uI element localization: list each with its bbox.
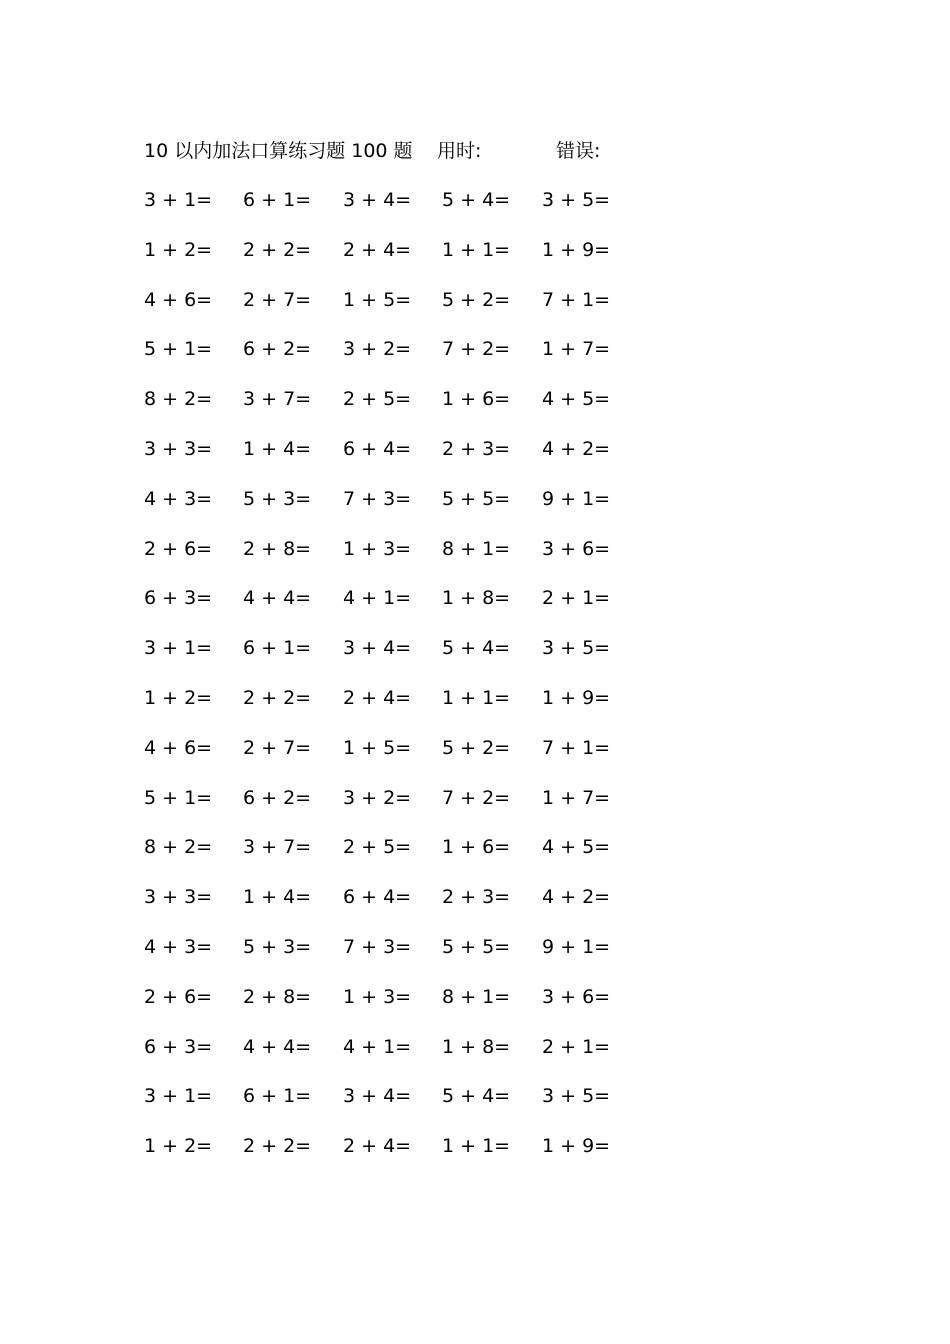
problem-item: 5 + 4=: [442, 637, 511, 660]
problem-item: 3 + 2=: [343, 338, 412, 361]
problem-grid: [144, 185, 644, 1181]
problem-row: [144, 484, 644, 534]
problem-item: 6 + 4=: [343, 437, 412, 460]
problem-item: 3 + 4=: [343, 189, 412, 211]
problem-item: 5 + 1=: [144, 338, 213, 361]
problem-item: 4 + 6=: [144, 736, 213, 759]
problem-item: 1 + 2=: [144, 686, 213, 709]
problem-item: 3 + 3=: [144, 437, 213, 460]
problem-item: 4 + 2=: [542, 886, 611, 909]
problem-item: 1 + 5=: [343, 288, 412, 311]
problem-item: 2 + 6=: [144, 537, 213, 560]
problem-item: 2 + 8=: [243, 985, 312, 1008]
problem-row: [144, 733, 644, 783]
problem-row: [144, 1032, 644, 1082]
problem-item: 2 + 8=: [243, 537, 312, 560]
problem-item: 2 + 4=: [343, 238, 412, 261]
problem-row: [144, 1131, 644, 1181]
problem-item: 5 + 5=: [442, 935, 511, 958]
problem-item: 8 + 2=: [144, 388, 213, 411]
problem-item: 6 + 2=: [243, 338, 312, 361]
errors-label: 错误:: [556, 140, 601, 162]
problem-item: 5 + 3=: [243, 487, 312, 510]
problem-item: 4 + 2=: [542, 437, 611, 460]
time-label: 用时:: [437, 140, 482, 162]
problem-item: 1 + 7=: [542, 338, 611, 361]
problem-item: 7 + 2=: [442, 338, 511, 361]
problem-item: 8 + 2=: [144, 836, 213, 859]
problem-item: 6 + 4=: [343, 886, 412, 909]
problem-row: [144, 384, 644, 434]
problem-row: [144, 633, 644, 683]
problem-item: 7 + 3=: [343, 487, 412, 510]
problem-item: 3 + 1=: [144, 1085, 213, 1108]
problem-row: [144, 185, 644, 235]
problem-item: 4 + 3=: [144, 487, 213, 510]
problem-item: 1 + 3=: [343, 537, 412, 560]
problem-item: 4 + 6=: [144, 288, 213, 311]
problem-item: 3 + 6=: [542, 985, 611, 1008]
problem-row: [144, 285, 644, 335]
problem-item: 7 + 1=: [542, 288, 611, 311]
problem-item: 1 + 1=: [442, 1135, 511, 1158]
problem-item: 3 + 1=: [144, 637, 213, 660]
problem-item: 1 + 8=: [442, 587, 511, 610]
problem-item: 1 + 4=: [243, 886, 312, 909]
problem-row: [144, 783, 644, 833]
worksheet-header: [144, 136, 644, 166]
problem-item: 5 + 2=: [442, 736, 511, 759]
problem-item: 2 + 1=: [542, 587, 611, 610]
problem-row: [144, 235, 644, 285]
problem-row: [144, 334, 644, 384]
problem-item: 4 + 4=: [243, 587, 312, 610]
problem-item: 1 + 6=: [442, 836, 511, 859]
problem-item: 3 + 5=: [542, 189, 611, 211]
problem-item: 3 + 7=: [243, 836, 312, 859]
problem-item: 5 + 5=: [442, 487, 511, 510]
problem-item: 2 + 5=: [343, 836, 412, 859]
problem-item: 1 + 2=: [144, 238, 213, 261]
problem-item: 1 + 2=: [144, 1135, 213, 1158]
problem-item: 7 + 3=: [343, 935, 412, 958]
problem-item: 5 + 1=: [144, 786, 213, 809]
problem-item: 3 + 5=: [542, 637, 611, 660]
problem-row: [144, 434, 644, 484]
problem-row: [144, 832, 644, 882]
problem-item: 1 + 1=: [442, 686, 511, 709]
problem-item: 2 + 5=: [343, 388, 412, 411]
problem-item: 2 + 1=: [542, 1035, 611, 1058]
problem-item: 1 + 6=: [442, 388, 511, 411]
problem-item: 3 + 6=: [542, 537, 611, 560]
problem-item: 1 + 7=: [542, 786, 611, 809]
problem-item: 3 + 1=: [144, 189, 213, 211]
problem-item: 6 + 3=: [144, 587, 213, 610]
problem-item: 6 + 3=: [144, 1035, 213, 1058]
problem-item: 6 + 1=: [243, 1085, 312, 1108]
problem-item: 2 + 2=: [243, 1135, 312, 1158]
problem-item: 6 + 1=: [243, 637, 312, 660]
problem-item: 5 + 3=: [243, 935, 312, 958]
problem-item: 2 + 4=: [343, 1135, 412, 1158]
problem-item: 2 + 2=: [243, 686, 312, 709]
problem-item: 5 + 2=: [442, 288, 511, 311]
problem-item: 6 + 2=: [243, 786, 312, 809]
problem-item: 5 + 4=: [442, 1085, 511, 1108]
problem-item: 2 + 4=: [343, 686, 412, 709]
problem-item: 4 + 5=: [542, 836, 611, 859]
problem-item: 2 + 3=: [442, 437, 511, 460]
problem-item: 3 + 3=: [144, 886, 213, 909]
problem-item: 4 + 1=: [343, 587, 412, 610]
problem-item: 1 + 9=: [542, 238, 611, 261]
problem-item: 3 + 2=: [343, 786, 412, 809]
problem-item: 5 + 4=: [442, 189, 511, 211]
problem-item: 4 + 1=: [343, 1035, 412, 1058]
problem-item: 9 + 1=: [542, 935, 611, 958]
problem-item: 6 + 1=: [243, 189, 312, 211]
problem-item: 4 + 4=: [243, 1035, 312, 1058]
problem-item: 1 + 1=: [442, 238, 511, 261]
problem-row: [144, 882, 644, 932]
problem-item: 1 + 9=: [542, 1135, 611, 1158]
problem-item: 8 + 1=: [442, 985, 511, 1008]
problem-item: 9 + 1=: [542, 487, 611, 510]
problem-item: 3 + 7=: [243, 388, 312, 411]
problem-item: 2 + 3=: [442, 886, 511, 909]
problem-row: [144, 534, 644, 584]
problem-item: 1 + 5=: [343, 736, 412, 759]
problem-row: [144, 583, 644, 633]
problem-item: 2 + 7=: [243, 288, 312, 311]
problem-item: 1 + 8=: [442, 1035, 511, 1058]
problem-item: 1 + 9=: [542, 686, 611, 709]
problem-item: 1 + 4=: [243, 437, 312, 460]
problem-item: 2 + 2=: [243, 238, 312, 261]
problem-row: [144, 982, 644, 1032]
problem-item: 4 + 5=: [542, 388, 611, 411]
problem-item: 1 + 3=: [343, 985, 412, 1008]
problem-item: 7 + 2=: [442, 786, 511, 809]
problem-row: [144, 1081, 644, 1131]
problem-item: 2 + 7=: [243, 736, 312, 759]
problem-item: 7 + 1=: [542, 736, 611, 759]
problem-item: 3 + 4=: [343, 637, 412, 660]
problem-item: 3 + 4=: [343, 1085, 412, 1108]
problem-row: [144, 932, 644, 982]
worksheet-title: 10 以内加法口算练习题 100 题: [144, 140, 413, 162]
problem-item: 4 + 3=: [144, 935, 213, 958]
problem-item: 8 + 1=: [442, 537, 511, 560]
problem-item: 3 + 5=: [542, 1085, 611, 1108]
problem-row: [144, 683, 644, 733]
problem-item: 2 + 6=: [144, 985, 213, 1008]
